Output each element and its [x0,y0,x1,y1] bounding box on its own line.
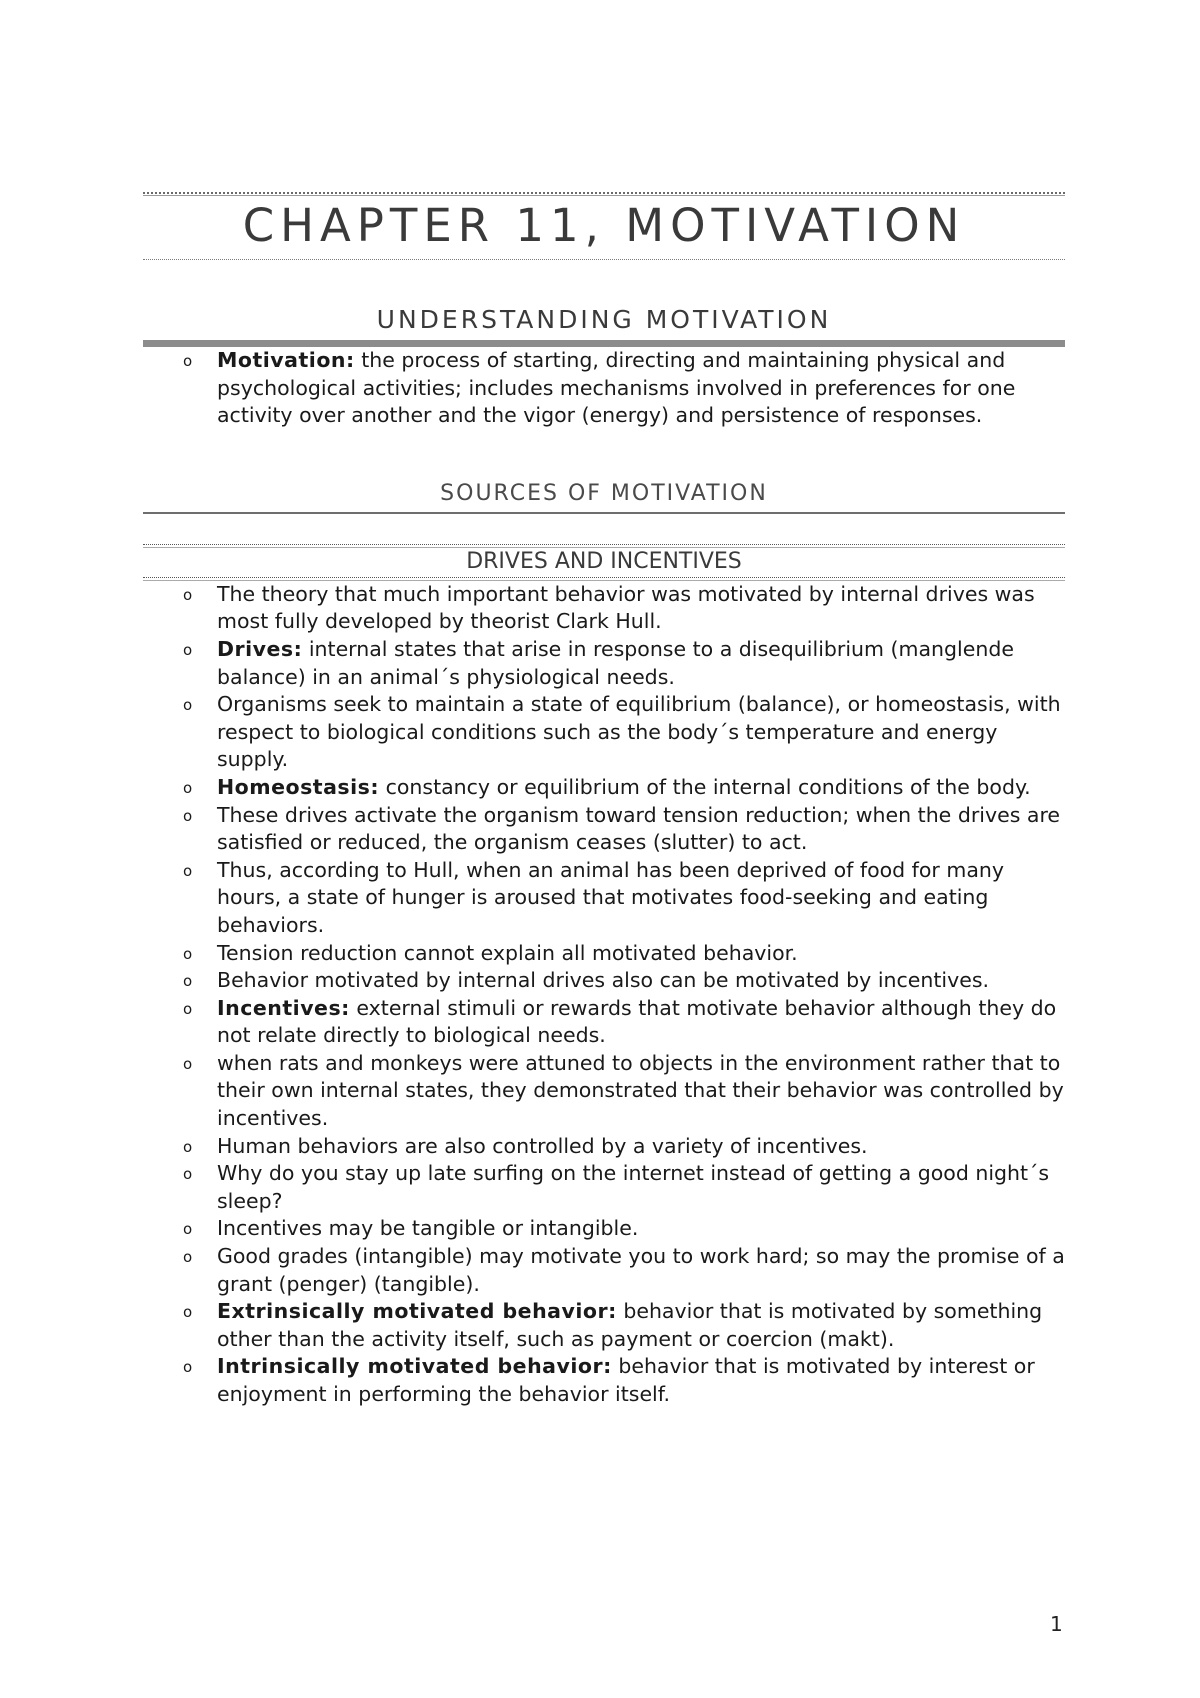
page-number: 1 [1050,1612,1063,1636]
item-text: Why do you stay up late surfing on the internet instead of getting a good night´s sleep? [217,1161,1050,1213]
item-text: behavior that is motivated by something other than the activity itself, such as payment or coercion (makt). [217,1299,1043,1351]
bullet-marker: o [183,1054,193,1073]
term-label: Intrinsically motivated behavior: [217,1354,612,1379]
list-item [143,940,1065,968]
term-label: Incentives: [217,995,350,1020]
item-text: Behavior motivated by internal drives also can be motivated by incentives. [217,968,990,993]
term-label: Homeostasis: [217,774,380,799]
title-top-rule [143,192,1065,194]
item-text: Organisms seek to maintain a state of equilibrium (balance), or homeostasis, with respect to biological conditions such as the body´s temperature and energy supply. [217,692,1061,772]
list-item [143,857,1065,940]
chapter-title-block [143,190,1065,262]
heading-drives-and-incentives: DRIVES AND INCENTIVES [466,548,742,574]
list-item [143,802,1065,857]
term-label: Extrinsically motivated behavior: [217,1299,617,1324]
item-text: These drives activate the organism toward tension reduction; when the drives are satisfied or reduced, the organism ceases (slutter) to act. [217,802,1061,855]
heading-rule-thick [143,340,1065,347]
item-text: external stimuli or rewards that motivate behavior although they do not relate directly to biological needs. [217,995,1057,1048]
item-text: when rats and monkeys were attuned to objects in the environment rather that to their own internal states, they demonstrated that their behavior was controlled by incentives. [217,1050,1064,1131]
list-item [143,636,1065,691]
heading-rule-thin [143,512,1065,514]
title-bottom-rule [143,259,1065,260]
list-item [143,1160,1065,1215]
item-text: The theory that much important behavior was motivated by internal drives was most fully developed by theorist Clark Hull. [217,581,1035,634]
drives-incentives-list [143,581,1065,1409]
drives-heading-bottom-rule [143,577,1065,578]
bullet-marker: o [183,696,193,715]
drives-heading-top-rule [143,544,1065,545]
list-item [143,691,1065,774]
bullet-marker: o [183,640,193,659]
list-item [143,1133,1065,1161]
list-item [143,347,1065,430]
list-item [143,774,1065,802]
list-item [143,967,1065,995]
term-label: Drives: [217,636,303,661]
drives-heading-block [143,544,1065,581]
list-item [143,1215,1065,1243]
bullet-marker: o [183,352,193,370]
list-item [143,581,1065,636]
definition-text: the process of starting, directing and maintaining physical and psychological activities; includes mechanisms involved in preferences for one activity over another and the vigor (energy) and persistence of responses. [217,348,1016,428]
term-label: Motivation: [217,348,355,372]
bullet-marker: o [183,861,193,880]
motivation-definition-list [143,347,1065,430]
item-text: Tension reduction cannot explain all motivated behavior. [217,940,798,965]
bullet-marker: o [183,1358,193,1377]
bullet-marker: o [183,585,193,604]
page-content [143,190,1065,1409]
item-text: Good grades (intangible) may motivate you to work hard; so may the promise of a grant (penger) (tangible). [217,1244,1065,1296]
heading-understanding-motivation: UNDERSTANDING MOTIVATION [376,305,832,334]
bullet-marker: o [183,1220,193,1239]
list-item [143,1298,1065,1353]
item-text: Human behaviors are also controlled by a variety of incentives. [217,1133,868,1158]
item-text: internal states that arise in response to a disequilibrium (manglende balance) in an animal´s physiological needs. [217,636,1014,689]
item-text: constancy or equilibrium of the internal conditions of the body. [379,774,1031,799]
bullet-marker: o [183,999,193,1018]
item-text: Incentives may be tangible or intangible. [217,1216,639,1241]
list-item [143,1243,1065,1298]
bullet-marker: o [183,806,193,825]
bullet-marker: o [183,944,193,963]
heading-sources-of-motivation: SOURCES OF MOTIVATION [440,480,768,506]
bullet-marker: o [183,1137,193,1156]
bullet-marker: o [183,1165,193,1184]
list-item [143,1050,1065,1133]
list-item [143,1353,1065,1408]
bullet-marker: o [183,778,193,797]
bullet-marker: o [183,972,193,991]
item-text: Thus, according to Hull, when an animal has been deprived of food for many hours, a state of hunger is aroused that motivates food-seeking and eating behaviors. [217,857,1005,937]
bullet-marker: o [183,1248,193,1267]
list-item [143,995,1065,1050]
title-top-rule-inner [143,195,1065,196]
bullet-marker: o [183,1303,193,1322]
item-text: behavior that is motivated by interest or enjoyment in performing the behavior itself. [217,1354,1035,1406]
chapter-title: CHAPTER 11, MOTIVATION [242,199,966,252]
